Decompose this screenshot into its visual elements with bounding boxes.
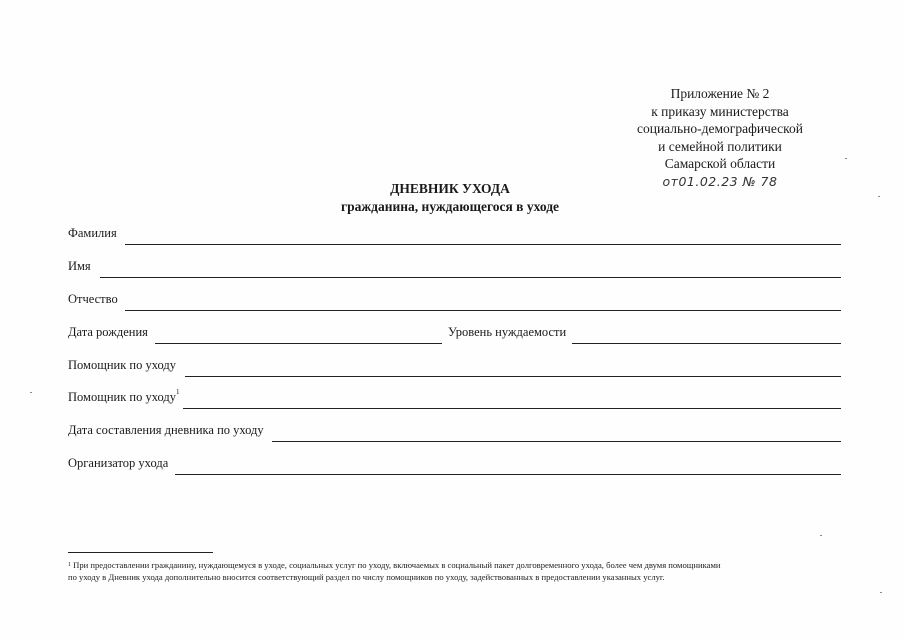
patronymic-line[interactable] xyxy=(125,310,841,311)
footnote-line-2: по уходу в Дневник ухода дополнительно вносится соответствующий раздел по числу помощников по уходу, задействованных в предоставлении указанных услуг. xyxy=(68,572,665,582)
appendix-line-3: социально-демографической xyxy=(636,121,804,136)
scan-speck xyxy=(30,392,32,393)
care-assistant-2-line[interactable] xyxy=(183,408,841,409)
footnote xyxy=(68,559,848,583)
document-title xyxy=(280,180,620,216)
scan-speck xyxy=(880,592,882,593)
care-assistant-1-line[interactable] xyxy=(185,376,841,377)
care-organizer-label: Организатор ухода xyxy=(68,456,169,470)
appendix-line-2: к приказу министерства xyxy=(651,103,789,119)
appendix-line-5: Самарской области xyxy=(664,156,776,171)
scan-speck xyxy=(820,535,822,536)
care-assistant-1-label: Помощник по уходу xyxy=(68,358,176,372)
scan-speck xyxy=(845,158,847,159)
appendix-header xyxy=(600,85,840,190)
footnote-number: 1 xyxy=(68,562,71,568)
birth-date-line[interactable] xyxy=(155,343,442,344)
care-organizer-line[interactable] xyxy=(175,474,841,475)
surname-line[interactable] xyxy=(125,244,841,245)
care-assistant-2-label xyxy=(68,390,180,405)
title-line-2: гражданина, нуждающегося в уходе xyxy=(340,199,560,214)
footnote-mark: 1 xyxy=(176,388,180,396)
name-line[interactable] xyxy=(100,277,841,278)
appendix-line-4: и семейной политики xyxy=(658,138,782,154)
footnote-separator xyxy=(68,552,213,553)
diary-date-label: Дата составления дневника по уходу xyxy=(68,423,264,437)
scan-speck xyxy=(878,196,880,197)
diary-date-line[interactable] xyxy=(272,441,841,442)
appendix-date-number: от01.02.23 № 78 xyxy=(662,173,778,189)
footnote-text-1: При предоставлении гражданину, нуждающемуся в уходе, социальных услуг по уходу, включаемых в социальный пакет долговременного ухода, более чем двумя помощниками xyxy=(73,560,721,570)
care-assistant-2-text: Помощник по уходу xyxy=(68,390,176,404)
patronymic-label: Отчество xyxy=(68,292,118,306)
appendix-line-1: Приложение № 2 xyxy=(670,86,770,101)
footnote-line-1 xyxy=(68,559,848,571)
name-label: Имя xyxy=(68,259,91,273)
birth-date-label: Дата рождения xyxy=(68,325,148,339)
need-level-label: Уровень нуждаемости xyxy=(448,325,567,339)
surname-label: Фамилия xyxy=(68,226,117,240)
title-line-1: ДНЕВНИК УХОДА xyxy=(390,181,510,196)
need-level-line[interactable] xyxy=(572,343,841,344)
